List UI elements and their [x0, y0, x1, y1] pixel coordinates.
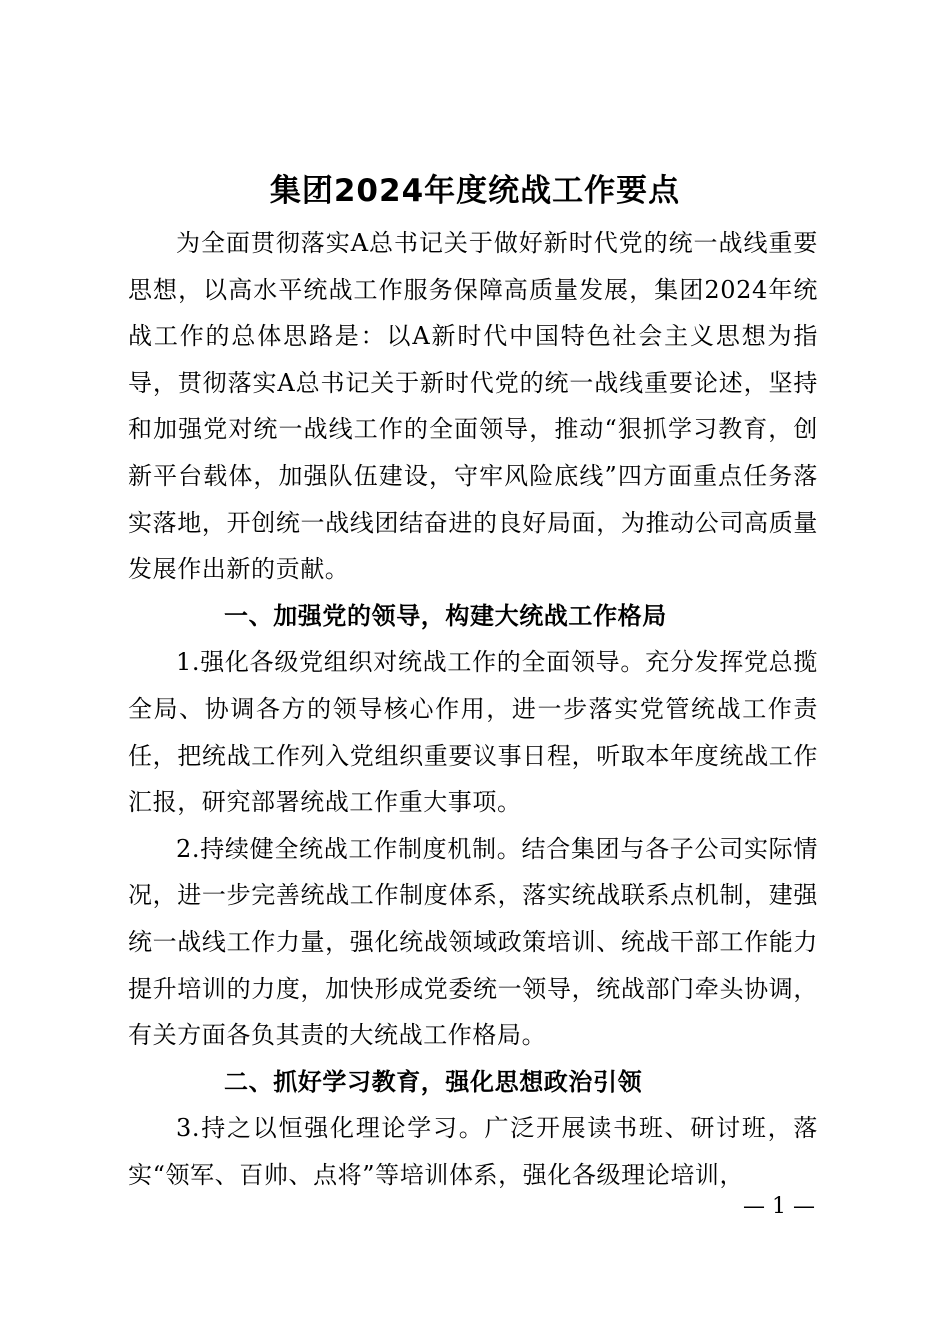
document-title: 集团2024年度统战工作要点: [269, 173, 681, 209]
page-number: — 1 —: [743, 1194, 815, 1219]
paragraph-item-3: 3.持之以恒强化理论学习。广泛开展读书班、研讨班，落实“领军、百帅、点将”等培训体系，强化各级理论培训，: [128, 1114, 818, 1189]
intro-paragraph: 为全面贯彻落实A总书记关于做好新时代党的统一战线重要思想，以高水平统战工作服务保障高质量发展，集团2024年统战工作的总体思路是：以A新时代中国特色社会主义思想为指导，贯彻落实A总书记关于新时代党的统一战线重要论述，坚持和加强党对统一战线工作的全面领导，推动“狠抓学习教育，创新平台载体，加强队伍建设，守牢风险底线”四方面重点任务落实落地，开创统一战线团结奋进的良好局面，为推动公司高质量发展作出新的贡献。: [128, 229, 818, 584]
section-heading-2: 二、抓好学习教育，强化思想政治引领: [224, 1067, 643, 1096]
section-heading-1: 一、加强党的领导，构建大统战工作格局: [224, 601, 667, 630]
document-body: [128, 220, 818, 1198]
paragraph-item-2: 2.持续健全统战工作制度机制。结合集团与各子公司实际情况，进一步完善统战工作制度体系，落实统战联系点机制，建强统一战线工作力量，强化统战领域政策培训、统战干部工作能力提升培训的力度，加快形成党委统一领导，统战部门牵头协调，有关方面各负其责的大统战工作格局。: [128, 834, 818, 1050]
paragraph-item-1: 1.强化各级党组织对统战工作的全面领导。充分发挥党总揽全局、协调各方的领导核心作用，进一步落实党管统战工作责任，把统战工作列入党组织重要议事日程，听取本年度统战工作汇报，研究部署统战工作重大事项。: [128, 648, 818, 817]
